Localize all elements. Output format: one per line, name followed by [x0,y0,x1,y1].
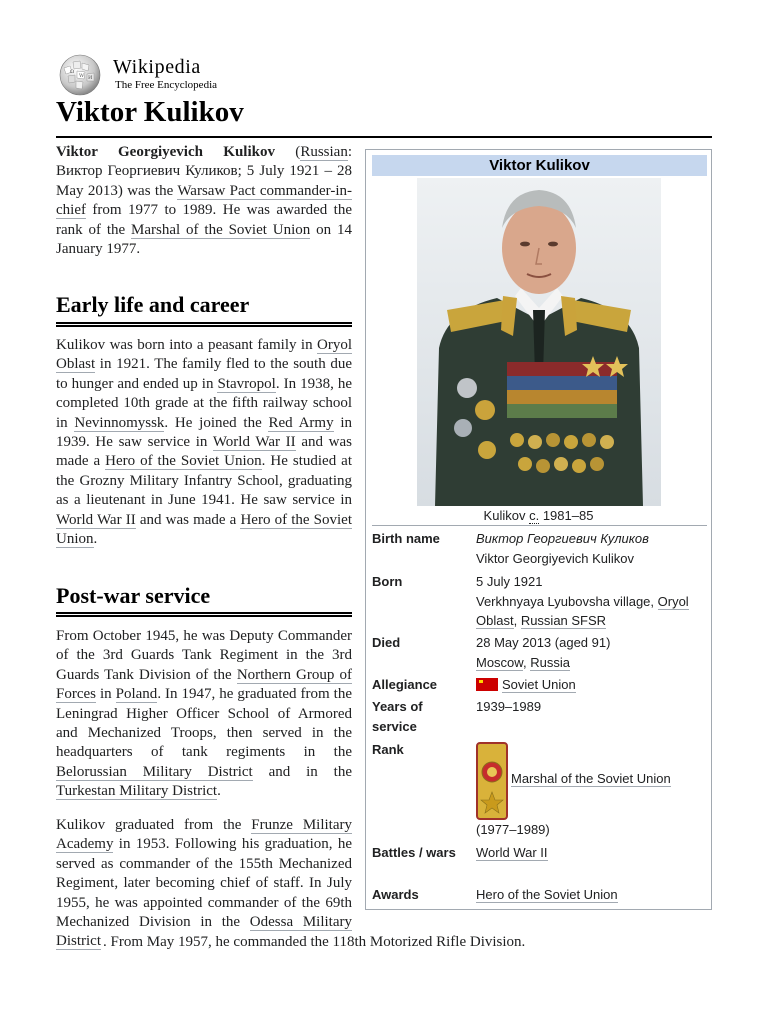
link-northern-group-of-forces[interactable]: Northern Group of Forces [56,666,352,703]
born-village: Verkhnyaya Lyubovsha village, [476,593,658,609]
link-moscow[interactable]: Moscow [476,654,523,670]
lead-text: from 1977 to 1989. He was awarded the rank of the [56,202,352,238]
lead-text: on 14 January 1977. [56,221,352,258]
body-text: and was made a [56,434,352,470]
birth-name-latin: Viktor Georgiyevich Kulikov [476,550,634,566]
label-birth-name: Birth name [372,531,440,546]
link-world-war-2[interactable]: World War II [476,845,548,860]
link-marshal-of-the-soviet-union[interactable]: Marshal of the Soviet Union [511,771,671,787]
post-war-paragraph-1 [56,627,352,802]
link-russia[interactable]: Russia [530,654,570,670]
link-red-army[interactable]: Red Army [268,414,334,431]
separator: , [522,654,531,670]
lead-name: Viktor Georgiyevich Kulikov [56,144,275,160]
link-russian-sfsr[interactable]: Russian SFSR [520,613,607,628]
link-marshal[interactable]: Marshal of the Soviet Union [131,221,311,238]
circa-abbr[interactable]: c. [529,508,540,523]
value-awards [476,885,708,905]
body-text: . From May 1957, he commanded the 118th Motorized Rifle Division. [103,934,526,950]
title-divider [56,136,712,138]
body-text: . [93,531,98,548]
wikipedia-tagline: The Free Encyclopedia [115,79,218,91]
body-text: Kulikov graduated from the [56,817,252,833]
value-born [476,572,708,631]
link-oryol-oblast[interactable]: Oryol Oblast [56,337,352,373]
link-nevinnomyssk[interactable]: Nevinnomyssk [74,414,165,431]
section-divider [56,322,352,327]
value-years-of-service: 1939–1989 [476,699,542,714]
link-warsaw-pact[interactable]: Warsaw Pact commander-in-chief [56,182,352,219]
section-heading-post-war: Post-war service [56,583,211,608]
link-soviet-union[interactable]: Soviet Union [502,677,576,692]
body-text: . In 1938, he completed 10th grade at the fifth railway school in [56,375,352,431]
wikipedia-globe-logo-icon[interactable] [56,54,104,96]
body-text: in 1953. Following his graduation, he served as commander of the 155th Mechanized Regiment, later becoming chief of staff. In July 1955, he was appointed commander of the 69th Mechanized Division in the [56,836,352,931]
wikipedia-wordmark[interactable]: Wikipedia [113,56,201,78]
value-died [476,633,708,672]
rank-insignia-row [476,740,708,824]
born-date: 5 July 1921 [476,574,543,589]
link-hero-soviet-union[interactable]: Hero of the Soviet Union [105,453,262,470]
body-text: and in the [252,763,353,780]
early-life-paragraph [56,336,352,549]
body-text: From October 1945, he was Deputy Commander of the 3rd Guards Tank Regiment in the 3rd Guards Tank Division of the [56,628,352,683]
infobox [365,149,712,910]
portrait-image[interactable] [417,178,661,506]
svg-text:Ω: Ω [70,69,75,75]
value-birth-name [476,529,708,568]
body-text: and was made a [135,511,241,528]
svg-text:И: И [88,75,93,81]
link-russian[interactable]: Russian [300,144,348,160]
separator: , [513,613,521,628]
link-turkestan-military-district[interactable]: Turkestan Military District [56,783,218,800]
link-poland[interactable]: Poland [115,686,158,703]
caption-text: 1981–85 [539,508,594,523]
link-frunze-military-academy[interactable]: Frunze Military Academy [56,817,352,853]
body-text: in 1939. He saw service in [56,414,352,451]
body-text: in 1921. The family fled to the south due to hunger and ended up in [56,356,352,392]
body-text: . He studied at the Grozny Military Infantry School, graduating as a lieutenant in June 1941. He saw service in [56,453,353,509]
site-header [56,54,256,94]
lead-text: : Виктор Георгиевич Куликов; 5 July 1921 – 28 May 2013) was the [56,144,352,199]
infobox-title: Viktor Kulikov [372,155,707,176]
link-belorussian-military-district[interactable]: Belorussian Military District [56,763,253,780]
link-hero-soviet-union[interactable]: Hero of the Soviet Union [56,511,352,548]
link-hero-of-the-soviet-union[interactable]: Hero of the Soviet Union [476,887,618,902]
died-place [476,653,708,673]
link-stavropol[interactable]: Stavropol [217,375,276,392]
body-text: . [217,783,221,800]
post-war-paragraph-2-tail [103,933,663,952]
svg-text:W: W [79,73,85,79]
value-allegiance [476,675,708,695]
label-awards: Awards [372,887,419,902]
born-place [476,592,708,631]
label-died: Died [372,635,401,650]
page-title: Viktor Kulikov [56,96,244,128]
link-oryol-oblast[interactable]: Oryol Oblast [476,593,689,628]
caption-text: Kulikov [483,508,530,523]
infobox-divider [372,525,707,526]
body-text: in [96,686,116,703]
section-heading-early-life: Early life and career [56,292,250,317]
birth-name-russian: Виктор Георгиевич Куликов [476,531,649,546]
soviet-flag-icon[interactable] [476,678,498,691]
label-rank: Rank [372,742,404,757]
label-born: Born [372,574,403,589]
rank-years: (1977–1989) [476,822,550,837]
label-allegiance: Allegiance [372,677,438,692]
portrait-caption [366,508,711,523]
value-battles-wars [476,843,708,863]
lead-paragraph [56,143,352,259]
body-text: Kulikov was born into a peasant family in [56,337,317,353]
label-years-of-service: Years of service [372,699,423,734]
section-divider [56,612,352,617]
link-world-war-2[interactable]: World War II [56,511,136,528]
value-rank [476,740,708,840]
post-war-paragraph-2 [56,816,352,952]
died-date: 28 May 2013 (aged 91) [476,635,611,650]
link-world-war-2[interactable]: World War II [212,434,296,451]
lead-text: ( [274,144,301,160]
body-text: . He joined the [164,414,269,431]
body-text: . In 1947, he graduated from the Leningrad Higher Officer School of Armored and Mechanized Troops, then served in the headquarters of tank regiments in the [56,686,352,761]
marshal-epaulet-icon[interactable] [476,742,508,820]
label-battles-wars: Battles / wars [372,845,456,860]
link-odessa-military-district[interactable]: Odessa Military District [56,914,352,950]
